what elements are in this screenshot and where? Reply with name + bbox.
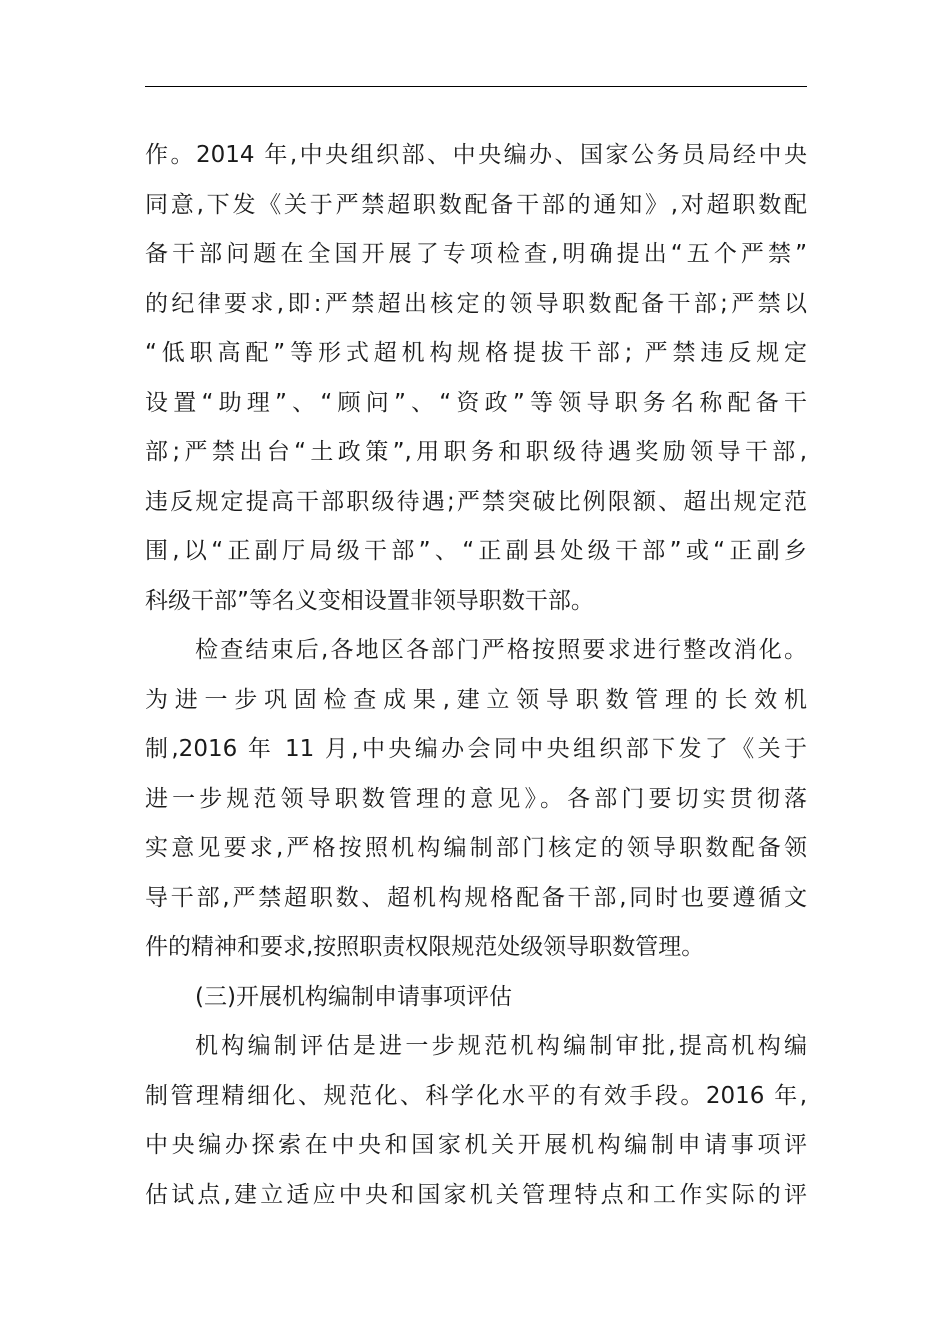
- header-rule: [145, 86, 807, 87]
- text-line: 设置“助理”、“顾问”、“资政”等领导职务名称配备干: [145, 389, 807, 416]
- text-line: 为进一步巩固检查成果,建立领导职数管理的长效机: [145, 686, 807, 713]
- text-line: 实意见要求,严格按照机构编制部门核定的领导职数配备领: [145, 835, 807, 861]
- paragraph-start-line: 检查结束后,各地区各部门严格按照要求进行整改消化。: [195, 637, 807, 663]
- text-line: 围,以“正副厅局级干部”、“正副县处级干部”或“正副乡: [145, 538, 807, 564]
- document-body: [145, 131, 807, 1220]
- text-line: 违反规定提高干部职级待遇;严禁突破比例限额、超出规定范: [145, 488, 807, 515]
- section-heading: (三)开展机构编制申请事项评估: [195, 983, 512, 1010]
- text-line: 的纪律要求,即:严禁超出核定的领导职数配备干部;严禁以: [145, 290, 807, 317]
- text-line: 进一步规范领导职数管理的意见》。各部门要切实贯彻落: [145, 785, 807, 812]
- text-line: 件的精神和要求,按照职责权限规范处级领导职数管理。: [145, 934, 705, 960]
- text-line: 中央编办探索在中央和国家机关开展机构编制申请事项评: [145, 1132, 807, 1158]
- text-line: 作。2014 年,中央组织部、中央编办、国家公务员局经中央: [145, 142, 807, 168]
- paragraph-start-line: 机构编制评估是进一步规范机构编制审批,提高机构编: [195, 1033, 807, 1059]
- text-line: 备干部问题在全国开展了专项检查,明确提出“五个严禁”: [145, 241, 807, 267]
- text-line: 同意,下发《关于严禁超职数配备干部的通知》,对超职数配: [145, 191, 807, 218]
- text-line: 估试点,建立适应中央和国家机关管理特点和工作实际的评: [145, 1181, 807, 1208]
- text-line: 科级干部”等名义变相设置非领导职数干部。: [145, 587, 594, 614]
- text-line: 制,2016 年 11 月,中央编办会同中央组织部下发了《关于: [145, 736, 807, 762]
- text-line: “低职高配”等形式超机构规格提拔干部; 严禁违反规定: [145, 340, 807, 366]
- text-line: 部;严禁出台“土政策”,用职务和职级待遇奖励领导干部,: [145, 439, 807, 465]
- text-line: 制管理精细化、规范化、科学化水平的有效手段。2016 年,: [145, 1082, 807, 1109]
- text-line: 导干部,严禁超职数、超机构规格配备干部,同时也要遵循文: [145, 884, 807, 911]
